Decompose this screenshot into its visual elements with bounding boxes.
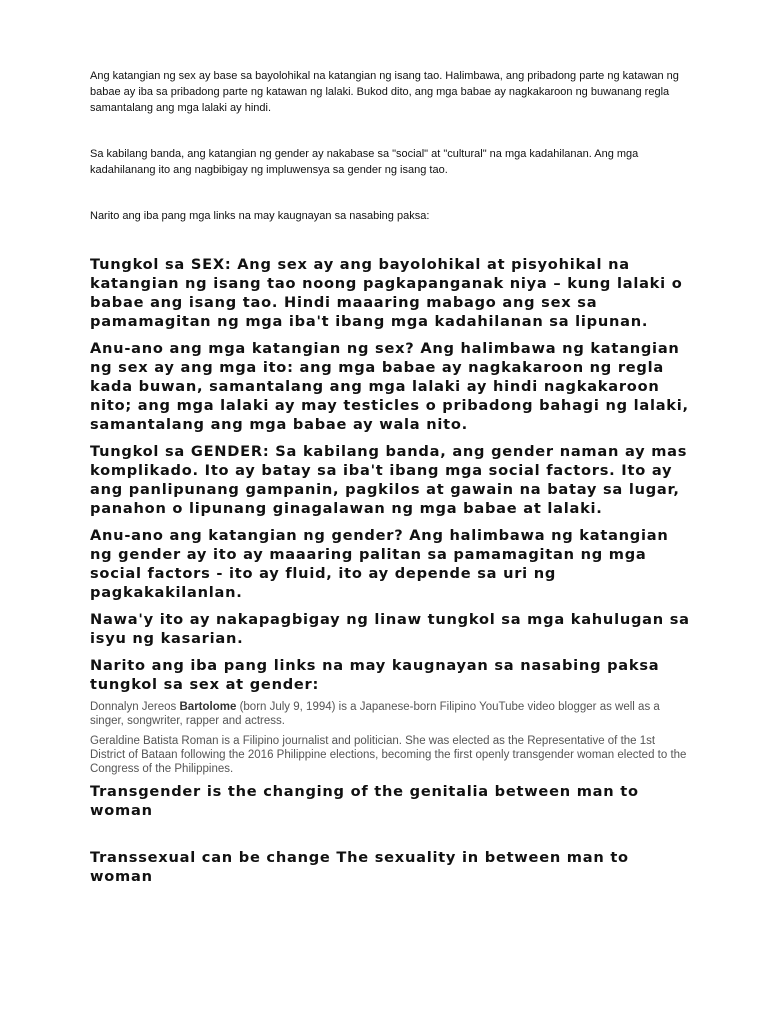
document-page: [90, 68, 690, 886]
intro-paragraph-sex: Ang katangian ng sex ay base sa bayolohikal na katangian ng isang tao. Halimbawa, ang pribadong parte ng katawan ng babae ay iba sa pribadong parte ng katawan ng lalaki. Bukod dito, ang mga babae ay nagkakaroon ng buwanang regla samantalang ang mga lalaki ay hindi.: [90, 70, 679, 114]
intro-paragraph-links: Narito ang iba pang mga links na may kaugnayan sa nasabing paksa:: [90, 210, 430, 222]
section-sex-traits: Anu-ano ang mga katangian ng sex? Ang halimbawa ng katangian ng sex ay ang mga ito: ang mga babae ay nagkakaroon ng regla kada buwan, samantalang ang mga lalaki ay hindi nagkakaroon nito; ang mga lalaki ay may testicles o pribadong bahagi ng lalaki, samantalang ang mga babae ay wala nito.: [90, 340, 689, 433]
quote-roman: Geraldine Batista Roman is a Filipino journalist and politician. She was elected as the Representative of the 1st District of Bataan following the 2016 Philippine elections, becoming the first openly transgender woman elected to the Congress of the Philippines.: [90, 735, 687, 775]
statement-transgender: Transgender is the changing of the genitalia between man to woman: [90, 783, 639, 819]
quote-bartolome-surname: Bartolome: [179, 701, 237, 713]
intro-paragraph-gender: Sa kabilang banda, ang katangian ng gender ay nakabase sa "social" at "cultural" na mga kadahilanan. Ang mga kadahilanang ito ang nagbibigay ng impluwensya sa gender ng isang tao.: [90, 148, 639, 176]
section-links-intro: Narito ang iba pang links na may kaugnayan sa nasabing paksa tungkol sa sex at gender:: [90, 657, 660, 693]
quote-bartolome: [90, 700, 690, 728]
statement-transsexual: Transsexual can be change The sexuality in between man to woman: [90, 849, 629, 885]
section-gender-traits: Anu-ano ang katangian ng gender? Ang halimbawa ng katangian ng gender ay ito ay maaaring palitan sa pamamagitan ng mga social factors - ito ay fluid, ito ay depende sa uri ng pagkakakilanlan.: [90, 527, 669, 601]
quote-bartolome-name: Donnalyn Jereos: [90, 701, 180, 713]
section-gender-definition: Tungkol sa GENDER: Sa kabilang banda, ang gender naman ay mas komplikado. Ito ay batay sa iba't ibang mga social factors. Ito ay ang panlipunang gampanin, pagkilos at gawain na batay sa lugar, panahon o lipunang ginagalawan ng mga babae at lalaki.: [90, 443, 688, 517]
quote-bartolome-text: (born July 9, 1994) is a Japanese-born Filipino YouTube video blogger as well as a singer, songwriter, rapper and actress.: [90, 701, 660, 727]
section-sex-definition: Tungkol sa SEX: Ang sex ay ang bayolohikal at pisyohikal na katangian ng isang tao noong pagkapanganak niya – kung lalaki o babae ang isang tao. Hindi maaaring mabago ang sex sa pamamagitan ng mga iba't ibang mga kadahilanan sa lipunan.: [90, 256, 683, 330]
section-closing: Nawa'y ito ay nakapagbigay ng linaw tungkol sa mga kahulugan sa isyu ng kasarian.: [90, 611, 690, 647]
